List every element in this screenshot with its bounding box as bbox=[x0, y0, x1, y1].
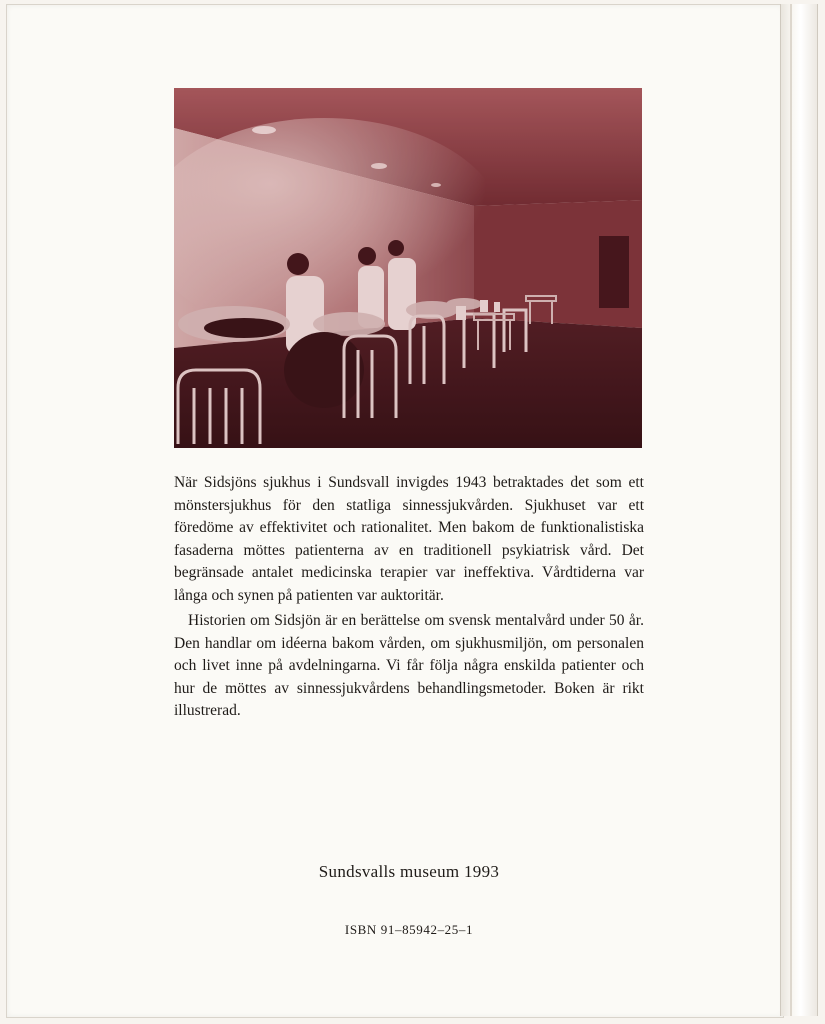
description-paragraph-2: Historien om Sidsjön är en berättelse om svensk mentalvård under 50 år. Den handlar om idéerna bakom vården, om sjukhusmiljön, om personalen och livet inne på avdelningarna. Vi får följa några enskilda patienter och hur de möttes av sinnessjukvårdens behandlingsmetoder. Boken är rikt illustrerad. bbox=[174, 612, 644, 719]
description-paragraph-1: När Sidsjöns sjukhus i Sundsvall invigdes 1943 betraktades det som ett mönstersjukhus för den statliga sinnessjukvården. Sjukhuset var ett föredöme av effektivitet och rationalitet. Men bakom de funktionalistiska fasaderna möttes patienterna av en traditionell psykiatrisk vård. Det begränsade antalet medicinska terapier var ineffektiva. Vårdtiderna var långa och synen på patienten var auktoritär. bbox=[174, 474, 644, 604]
spine-edge bbox=[780, 4, 818, 1016]
publisher-line: Sundsvalls museum 1993 bbox=[318, 862, 500, 881]
hinge-line bbox=[790, 4, 792, 1016]
description-text bbox=[174, 472, 644, 723]
isbn-number: ISBN 91–85942–25–1 bbox=[344, 922, 474, 937]
hospital-ward-photo bbox=[174, 88, 642, 448]
